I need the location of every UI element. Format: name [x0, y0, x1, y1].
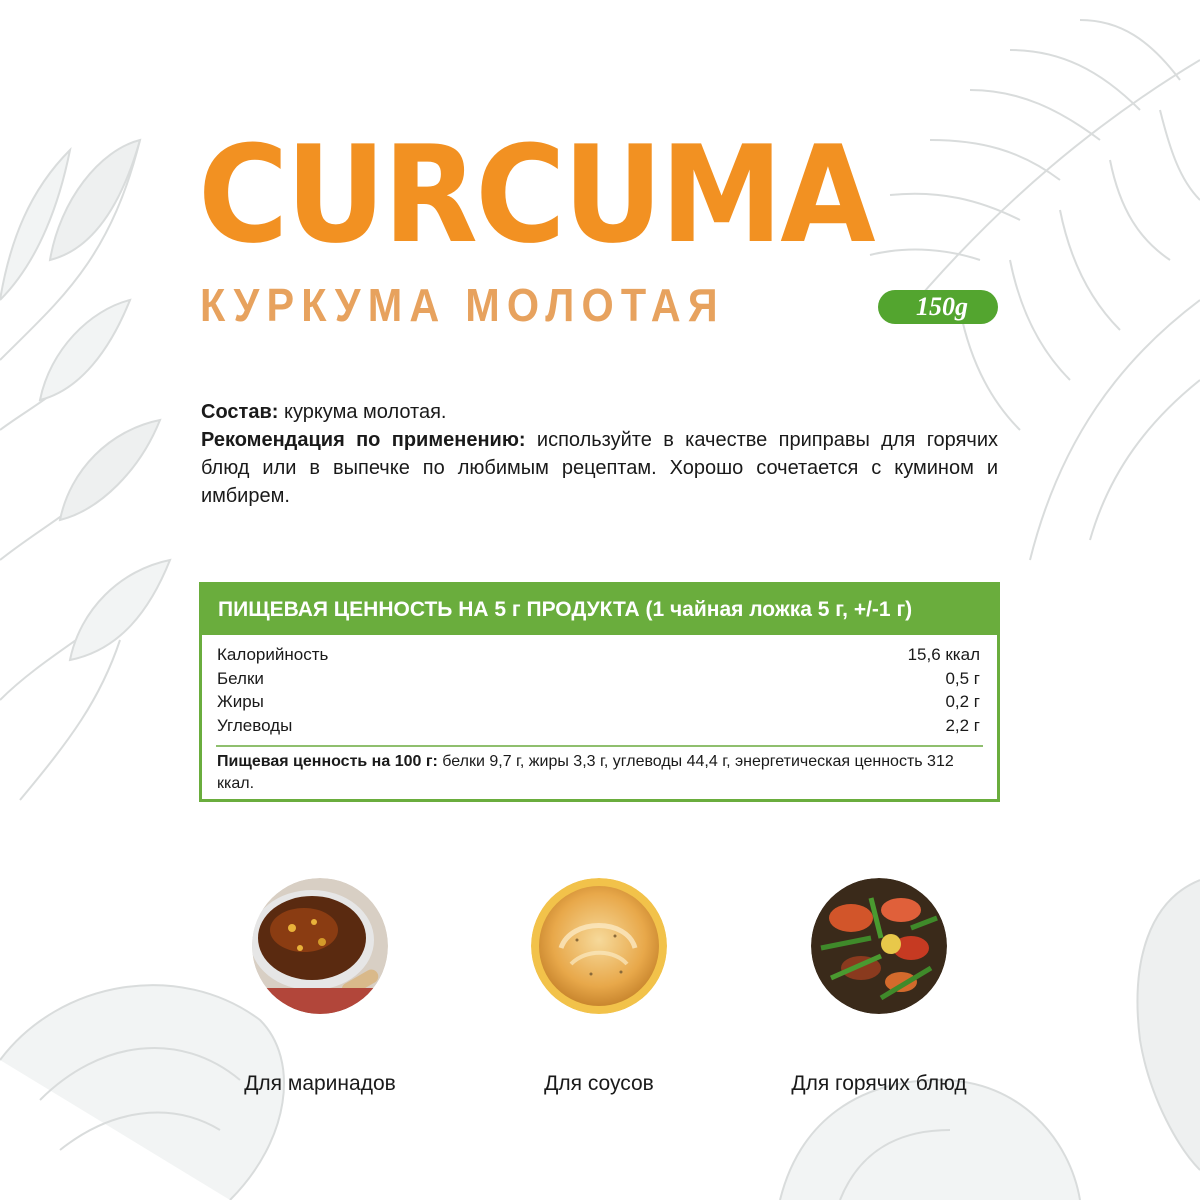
usage-label-hot-dishes: Для горячих блюд — [791, 1072, 967, 1095]
product-description — [201, 398, 998, 510]
brand-title: CURCUMA — [198, 117, 873, 273]
composition-label: Состав: — [201, 401, 279, 423]
sauce-photo-icon — [531, 878, 667, 1014]
usage-item-sauces — [459, 878, 739, 1096]
nutrition-footer — [202, 747, 997, 795]
nutrition-row-protein — [217, 667, 980, 691]
nutrition-footer-text: белки 9,7 г, жиры 3,3 г, углеводы 44,4 г, энергетическая ценность 312 ккал. — [217, 753, 954, 792]
usage-label-sauces: Для соусов — [544, 1072, 654, 1095]
recommendation-label: Рекомендация по применению: — [201, 429, 526, 451]
product-subtitle: КУРКУМА МОЛОТАЯ — [200, 279, 725, 331]
usage-item-hot-dishes — [739, 878, 1019, 1096]
nutrition-row-value: 0,5 г — [945, 668, 980, 688]
marinade-photo-icon — [252, 878, 388, 1014]
usage-item-marinades — [180, 878, 460, 1096]
nutrition-row-value: 0,2 г — [945, 692, 980, 711]
hot-dish-photo-icon — [811, 878, 947, 1014]
nutrition-row-fat — [217, 690, 980, 714]
nutrition-row-name: Калорийность — [217, 645, 329, 664]
nutrition-footer-label: Пищевая ценность на 100 г: — [217, 753, 438, 770]
weight-value: 150g — [916, 292, 968, 321]
recommendation-paragraph — [201, 426, 998, 510]
nutrition-row-carbs — [217, 714, 980, 738]
nutrition-rows — [202, 635, 997, 737]
nutrition-row-name: Углеводы — [217, 715, 293, 735]
usage-label-marinades: Для маринадов — [244, 1072, 396, 1095]
nutrition-header: ПИЩЕВАЯ ЦЕННОСТЬ НА 5 г ПРОДУКТА (1 чайная ложка 5 г, +/-1 г) — [202, 585, 997, 635]
nutrition-row-value: 2,2 г — [945, 715, 980, 735]
nutrition-row-name: Жиры — [217, 692, 264, 711]
nutrition-table — [199, 582, 1000, 802]
weight-badge — [878, 290, 998, 324]
nutrition-row-calories — [217, 643, 980, 667]
composition-paragraph — [201, 398, 998, 426]
nutrition-row-value: 15,6 ккал — [907, 645, 980, 664]
nutrition-row-name: Белки — [217, 668, 264, 688]
recommendation-text: используйте в качестве приправы для горячих блюд или в выпечке по любимым рецептам. Хорошо сочетается с кумином и имбирем. — [201, 429, 998, 507]
composition-text: куркума молотая. — [278, 401, 447, 423]
